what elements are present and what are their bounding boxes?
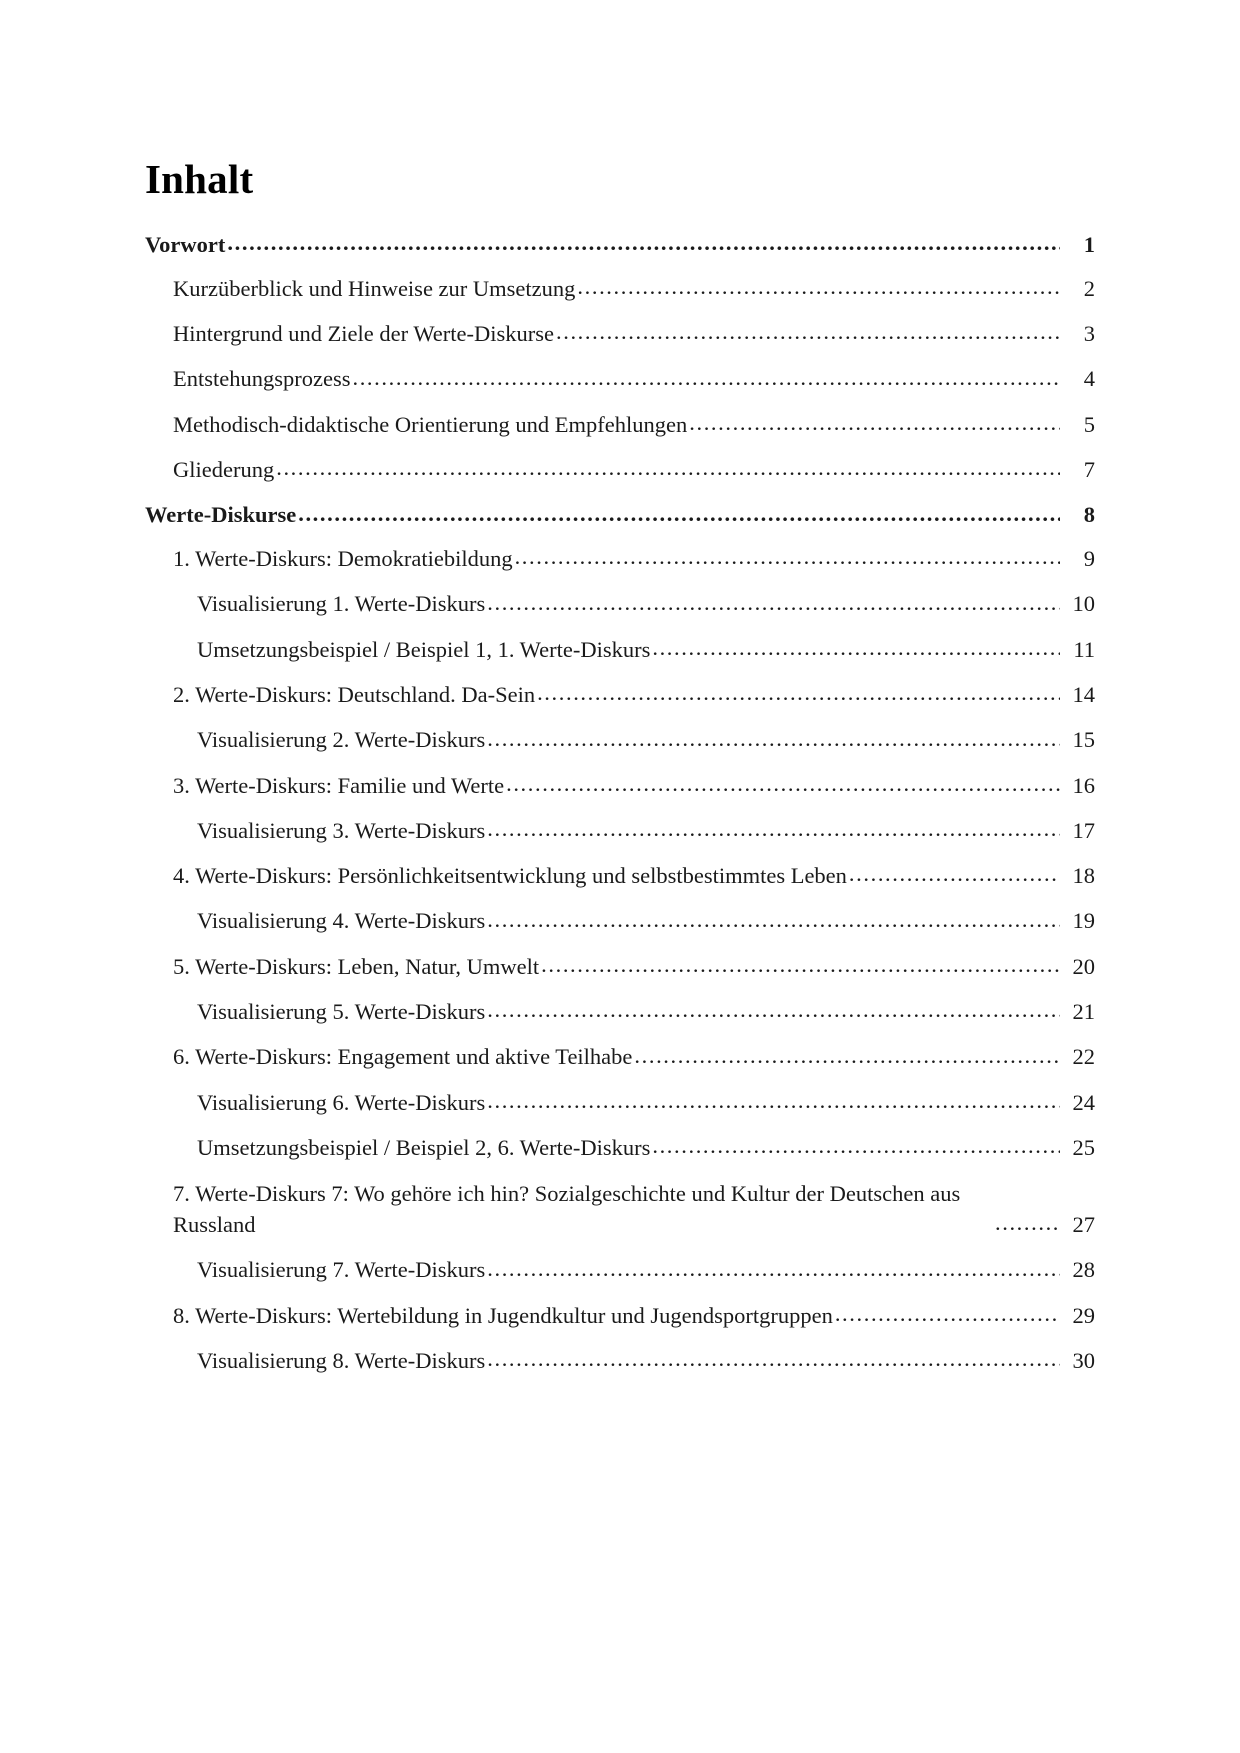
toc-leader-dots [556,321,1060,344]
toc-entry-label: Visualisierung 5. Werte-Diskurs [197,999,486,1025]
toc-entry-label: 3. Werte-Diskurs: Familie und Werte [173,772,505,798]
toc-entry-label: 1. Werte-Diskurs: Demokratiebildung [173,546,513,572]
toc-entry-page: 22 [1072,1044,1095,1070]
toc-list [145,231,1095,1376]
toc-entry-page: 19 [1072,908,1095,934]
toc-entry-label: Visualisierung 6. Werte-Diskurs [197,1089,486,1115]
toc-entry[interactable] [145,681,1095,710]
toc-entry-label: Visualisierung 4. Werte-Diskurs [197,908,486,934]
toc-leader-dots [634,1045,1060,1068]
toc-leader-dots [541,954,1060,977]
toc-entry-label: Methodisch-didaktische Orientierung und Empfehlungen [173,411,688,437]
toc-entry[interactable] [145,411,1095,440]
toc-leader-dots [577,276,1060,299]
toc-entry[interactable] [145,1043,1095,1072]
toc-leader-dots [487,1258,1060,1281]
toc-leader-dots [835,1303,1060,1326]
toc-entry[interactable] [145,545,1095,574]
toc-entry[interactable] [145,590,1095,619]
toc-entry-label: Hintergrund und Ziele der Werte-Diskurse [173,321,554,347]
toc-leader-dots [487,909,1060,932]
toc-entry[interactable] [145,231,1095,260]
page-title: Inhalt [145,156,254,202]
toc-entry-page: 11 [1073,636,1095,662]
toc-entry-label: Visualisierung 1. Werte-Diskurs [197,591,486,617]
toc-entry[interactable] [145,636,1095,665]
toc-container [145,155,1095,1392]
toc-entry-label: Entstehungsprozess [173,366,351,392]
toc-entry-label: Visualisierung 2. Werte-Diskurs [197,727,486,753]
toc-entry[interactable] [145,726,1095,755]
toc-entry-label: Visualisierung 7. Werte-Diskurs [197,1257,486,1283]
toc-entry-label: Kurzüberblick und Hinweise zur Umsetzung [173,275,576,301]
toc-entry-page: 27 [1072,1212,1095,1238]
toc-leader-dots [276,457,1060,480]
toc-entry-page: 2 [1083,275,1095,301]
toc-entry-page: 14 [1072,681,1095,707]
toc-leader-dots [515,546,1060,569]
toc-entry[interactable] [145,1302,1095,1331]
toc-entry-page: 3 [1083,321,1095,347]
toc-entry-page: 28 [1072,1257,1095,1283]
toc-entry-page: 4 [1083,366,1095,392]
toc-entry-page: 17 [1072,817,1095,843]
toc-entry[interactable] [145,1134,1095,1163]
toc-entry[interactable] [145,320,1095,349]
toc-leader-dots [487,999,1060,1022]
toc-entry-page: 16 [1072,772,1095,798]
toc-entry-label: 6. Werte-Diskurs: Engagement und aktive Teilhabe [173,1044,633,1070]
toc-entry-page: 25 [1072,1134,1095,1160]
toc-leader-dots [487,818,1060,841]
toc-entry-page: 5 [1083,411,1095,437]
toc-entry-page: 7 [1083,456,1095,482]
toc-entry[interactable] [145,1256,1095,1285]
toc-entry[interactable] [145,772,1095,801]
toc-leader-dots [689,412,1060,435]
toc-entry[interactable] [145,1179,1095,1240]
toc-entry-page: 18 [1072,863,1095,889]
toc-entry-label: 5. Werte-Diskurs: Leben, Natur, Umwelt [173,953,540,979]
toc-entry[interactable] [145,1347,1095,1376]
toc-leader-dots [652,637,1060,660]
toc-entry-page: 8 [1083,502,1095,528]
toc-entry[interactable] [145,862,1095,891]
toc-leader-dots [487,1348,1060,1371]
toc-entry-label: 7. Werte-Diskurs 7: Wo gehöre ich hin? Sozialgeschichte und Kultur der Deutschen aus Russland [173,1181,961,1237]
toc-entry[interactable] [145,275,1095,304]
toc-leader-dots [506,773,1060,796]
toc-entry-page: 20 [1072,953,1095,979]
toc-leader-dots [487,592,1060,615]
toc-leader-dots [537,682,1060,705]
toc-leader-dots [849,863,1060,886]
toc-leader-dots [352,367,1060,390]
toc-entry[interactable] [145,953,1095,982]
toc-entry-page: 24 [1072,1089,1095,1115]
toc-entry-page: 29 [1072,1302,1095,1328]
toc-leader-dots [995,1212,1060,1235]
toc-entry-label: Gliederung [173,456,275,482]
toc-entry-label: Visualisierung 8. Werte-Diskurs [197,1348,486,1374]
toc-entry-label: Visualisierung 3. Werte-Diskurs [197,817,486,843]
toc-entry-page: 1 [1083,232,1095,257]
toc-entry-page: 15 [1072,727,1095,753]
toc-entry-page: 21 [1072,999,1095,1025]
toc-entry[interactable] [145,817,1095,846]
toc-entry[interactable] [145,456,1095,485]
toc-entry[interactable] [145,1089,1095,1118]
toc-entry-label: Umsetzungsbeispiel / Beispiel 2, 6. Werte-Diskurs [197,1134,651,1160]
toc-entry-page: 9 [1083,546,1095,572]
toc-leader-dots [298,503,1060,526]
toc-entry[interactable] [145,501,1095,530]
toc-entry-label: Umsetzungsbeispiel / Beispiel 1, 1. Werte-Diskurs [197,636,651,662]
toc-entry[interactable] [145,998,1095,1027]
toc-leader-dots [487,728,1060,751]
toc-entry-page: 10 [1072,591,1095,617]
toc-entry-label: 4. Werte-Diskurs: Persönlichkeitsentwicklung und selbstbestimmtes Leben [173,863,847,889]
toc-entry-label: 2. Werte-Diskurs: Deutschland. Da-Sein [173,681,536,707]
toc-entry-label: Werte-Diskurse [145,502,297,528]
toc-entry[interactable] [145,365,1095,394]
toc-entry-label: Vorwort [145,232,226,257]
toc-entry-label: 8. Werte-Diskurs: Wertebildung in Jugendkultur und Jugendsportgruppen [173,1302,833,1328]
toc-entry-page: 30 [1072,1348,1095,1374]
toc-leader-dots [487,1090,1060,1113]
toc-leader-dots [227,232,1060,255]
toc-leader-dots [652,1135,1060,1158]
toc-entry[interactable] [145,907,1095,936]
